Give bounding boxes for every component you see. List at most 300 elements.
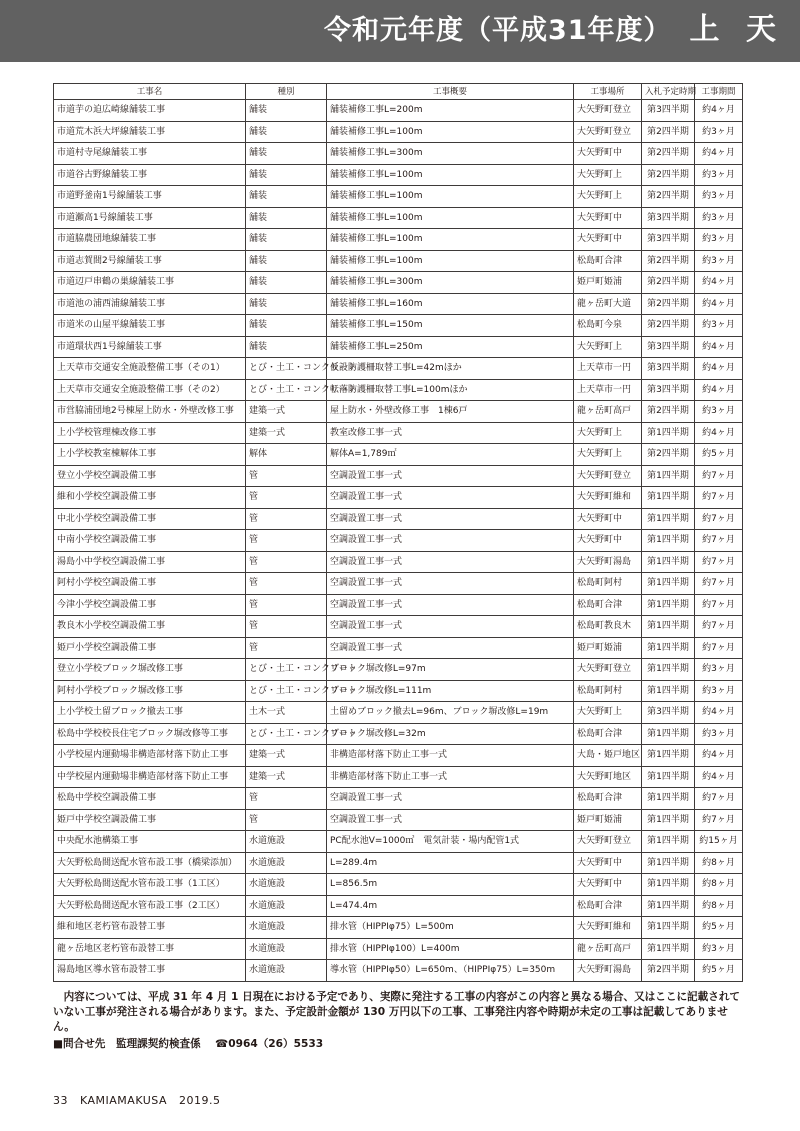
summary-cell: 舗装補修工事L=100m — [327, 229, 574, 251]
location-cell: 大矢野町湯島 — [574, 960, 642, 982]
table-row — [54, 207, 743, 229]
bid-period-cell: 第2四半期 — [642, 293, 695, 315]
notice-block — [53, 990, 742, 1052]
page-title-prefix: 令和元年度（平成31年度） — [323, 15, 672, 46]
project-name-cell: 上小学校教室棟解体工事 — [54, 444, 246, 466]
summary-cell: 仮設防護柵取替工事L=42mほか — [327, 358, 574, 380]
summary-cell: 舗装補修工事L=200m — [327, 100, 574, 122]
summary-cell: ブロック塀改修L=111m — [327, 680, 574, 702]
duration-cell: 約3ヶ月 — [695, 207, 743, 229]
duration-cell: 約5ヶ月 — [695, 444, 743, 466]
duration-cell: 約7ヶ月 — [695, 788, 743, 810]
duration-cell: 約3ヶ月 — [695, 315, 743, 337]
summary-cell: 空調設置工事一式 — [327, 573, 574, 595]
project-name-cell: 松島中学校空調設備工事 — [54, 788, 246, 810]
duration-cell: 約4ヶ月 — [695, 702, 743, 724]
type-cell: とび・土工・コンクリート — [246, 659, 327, 681]
type-cell: 舗装 — [246, 186, 327, 208]
table-row — [54, 702, 743, 724]
type-cell: 土木一式 — [246, 702, 327, 724]
project-name-cell: 上天草市交通安全施設整備工事（その1） — [54, 358, 246, 380]
bid-period-cell: 第2四半期 — [642, 444, 695, 466]
bid-period-cell: 第2四半期 — [642, 272, 695, 294]
type-cell: とび・土工・コンクリート — [246, 379, 327, 401]
duration-cell: 約7ヶ月 — [695, 616, 743, 638]
project-name-cell: 松島中学校校長住宅ブロック塀改修等工事 — [54, 723, 246, 745]
table-body — [54, 100, 743, 982]
table-row — [54, 186, 743, 208]
location-cell: 松島町合津 — [574, 895, 642, 917]
bid-period-cell: 第1四半期 — [642, 723, 695, 745]
summary-cell: 舗装補修工事L=100m — [327, 250, 574, 272]
bid-period-cell: 第1四半期 — [642, 809, 695, 831]
location-cell: 大矢野町中 — [574, 530, 642, 552]
table-row — [54, 143, 743, 165]
project-name-cell: 市道志賀間2号線舗装工事 — [54, 250, 246, 272]
project-name-cell: 上小学校土留ブロック撤去工事 — [54, 702, 246, 724]
duration-cell: 約8ヶ月 — [695, 895, 743, 917]
bid-period-cell: 第1四半期 — [642, 551, 695, 573]
summary-cell: L=289.4m — [327, 852, 574, 874]
type-cell: 水道施設 — [246, 874, 327, 896]
project-name-cell: 龍ヶ岳地区老朽管布設替工事 — [54, 938, 246, 960]
bid-period-cell: 第1四半期 — [642, 852, 695, 874]
summary-cell: 空調設置工事一式 — [327, 788, 574, 810]
type-cell: 管 — [246, 530, 327, 552]
bid-period-cell: 第1四半期 — [642, 616, 695, 638]
table-row — [54, 960, 743, 982]
type-cell: 管 — [246, 487, 327, 509]
table-row — [54, 809, 743, 831]
summary-cell: 舗装補修工事L=300m — [327, 272, 574, 294]
project-name-cell: 大矢野松島間送配水管布設工事（橋梁添加） — [54, 852, 246, 874]
location-cell: 大矢野町中 — [574, 508, 642, 530]
summary-cell: 屋上防水・外壁改修工事 1棟6戸 — [327, 401, 574, 423]
duration-cell: 約4ヶ月 — [695, 422, 743, 444]
page-title-main: 上 天 — [689, 12, 784, 47]
table-row — [54, 594, 743, 616]
type-cell: 舗装 — [246, 164, 327, 186]
table-row — [54, 680, 743, 702]
duration-cell: 約7ヶ月 — [695, 508, 743, 530]
location-cell: 上天草市一円 — [574, 379, 642, 401]
bid-period-cell: 第2四半期 — [642, 121, 695, 143]
type-cell: 解体 — [246, 444, 327, 466]
location-cell: 大矢野町登立 — [574, 465, 642, 487]
issue-date: 2019.5 — [179, 1094, 221, 1107]
project-name-cell: 姫戸小学校空調設備工事 — [54, 637, 246, 659]
project-name-cell: 市道芋の迫広崎線舗装工事 — [54, 100, 246, 122]
duration-cell: 約5ヶ月 — [695, 917, 743, 939]
table-row — [54, 465, 743, 487]
type-cell: 舗装 — [246, 143, 327, 165]
summary-cell: 空調設置工事一式 — [327, 508, 574, 530]
table-header-row — [54, 84, 743, 100]
project-name-cell: 阿村小学校ブロック塀改修工事 — [54, 680, 246, 702]
project-name-cell: 姫戸中学校空調設備工事 — [54, 809, 246, 831]
duration-cell: 約4ヶ月 — [695, 100, 743, 122]
project-name-cell: 市道瀬高1号線舗装工事 — [54, 207, 246, 229]
type-cell: 管 — [246, 637, 327, 659]
summary-cell: PC配水池V=1000㎥ 電気計装・場内配管1式 — [327, 831, 574, 853]
summary-cell: 舗装補修工事L=150m — [327, 315, 574, 337]
location-cell: 大矢野町地区 — [574, 766, 642, 788]
type-cell: 管 — [246, 508, 327, 530]
bid-period-cell: 第1四半期 — [642, 508, 695, 530]
project-name-cell: 大矢野松島間送配水管布設工事（2工区） — [54, 895, 246, 917]
bid-period-cell: 第1四半期 — [642, 874, 695, 896]
summary-cell: ブロック塀改修L=32m — [327, 723, 574, 745]
location-cell: 大島・姫戸地区 — [574, 745, 642, 767]
summary-cell: 教室改修工事一式 — [327, 422, 574, 444]
location-cell: 大矢野町登立 — [574, 121, 642, 143]
duration-cell: 約7ヶ月 — [695, 551, 743, 573]
duration-cell: 約8ヶ月 — [695, 852, 743, 874]
table-row — [54, 659, 743, 681]
page-title — [324, 10, 784, 51]
table-row — [54, 788, 743, 810]
summary-cell: 舗装補修工事L=100m — [327, 207, 574, 229]
summary-cell: 空調設置工事一式 — [327, 530, 574, 552]
page-footer — [53, 1094, 233, 1107]
project-name-cell: 市道脇農団地線舗装工事 — [54, 229, 246, 251]
summary-cell: 空調設置工事一式 — [327, 809, 574, 831]
table-row — [54, 852, 743, 874]
summary-cell: 解体A=1,789㎡ — [327, 444, 574, 466]
contact-phone: ☎0964（26）5533 — [215, 1038, 324, 1050]
project-name-cell: 小学校屋内運動場非構造部材落下防止工事 — [54, 745, 246, 767]
table-row — [54, 573, 743, 595]
bid-period-cell: 第1四半期 — [642, 422, 695, 444]
project-name-cell: 市道辺戸串鶴の巣線舗装工事 — [54, 272, 246, 294]
location-cell: 姫戸町姫浦 — [574, 272, 642, 294]
page-number: 33 — [53, 1094, 68, 1107]
project-name-cell: 中学校屋内運動場非構造部材落下防止工事 — [54, 766, 246, 788]
type-cell: 水道施設 — [246, 938, 327, 960]
summary-cell: 空調設置工事一式 — [327, 487, 574, 509]
type-cell: 管 — [246, 788, 327, 810]
project-name-cell: 市道米の山屋平線舗装工事 — [54, 315, 246, 337]
table-row — [54, 487, 743, 509]
table-row — [54, 422, 743, 444]
type-cell: 管 — [246, 573, 327, 595]
type-cell: 舗装 — [246, 315, 327, 337]
table-row — [54, 379, 743, 401]
table-row — [54, 831, 743, 853]
bid-period-cell: 第2四半期 — [642, 401, 695, 423]
notice-text: 内容については、平成 31 年 4 月 1 日現在における予定であり、実際に発注する工事の内容がこの内容と異なる場合、又はここに記載されていない工事が発注される場合があります。また、予定設計金額が 130 万円以下の工事、工事発注内容や時期が未定の工事は記載してありません。 — [53, 991, 741, 1033]
duration-cell: 約4ヶ月 — [695, 336, 743, 358]
table-row — [54, 917, 743, 939]
bid-period-cell: 第1四半期 — [642, 487, 695, 509]
summary-cell: ブロック塀改修L=97m — [327, 659, 574, 681]
table-row — [54, 315, 743, 337]
project-name-cell: 教良木小学校空調設備工事 — [54, 616, 246, 638]
table-row — [54, 938, 743, 960]
duration-cell: 約3ヶ月 — [695, 680, 743, 702]
duration-cell: 約7ヶ月 — [695, 487, 743, 509]
type-cell: 舗装 — [246, 250, 327, 272]
bid-period-cell: 第1四半期 — [642, 530, 695, 552]
location-cell: 龍ヶ岳町高戸 — [574, 938, 642, 960]
table-row — [54, 164, 743, 186]
project-name-cell: 登立小学校空調設備工事 — [54, 465, 246, 487]
table-row — [54, 616, 743, 638]
type-cell: 管 — [246, 465, 327, 487]
duration-cell: 約3ヶ月 — [695, 250, 743, 272]
duration-cell: 約7ヶ月 — [695, 809, 743, 831]
type-cell: 舗装 — [246, 272, 327, 294]
table-row — [54, 121, 743, 143]
summary-cell: 空調設置工事一式 — [327, 637, 574, 659]
contact-label: ■問合せ先 監理課契約検査係 — [53, 1038, 201, 1050]
summary-cell: L=856.5m — [327, 874, 574, 896]
bid-period-cell: 第1四半期 — [642, 465, 695, 487]
location-cell: 松島町合津 — [574, 723, 642, 745]
construction-schedule-table — [53, 83, 742, 982]
duration-cell: 約7ヶ月 — [695, 594, 743, 616]
duration-cell: 約4ヶ月 — [695, 358, 743, 380]
table-row — [54, 229, 743, 251]
location-cell: 松島町阿村 — [574, 573, 642, 595]
project-name-cell: 市道野釜南1号線舗装工事 — [54, 186, 246, 208]
location-cell: 龍ヶ岳町高戸 — [574, 401, 642, 423]
project-name-cell: 市道環状西1号線舗装工事 — [54, 336, 246, 358]
type-cell: 舗装 — [246, 100, 327, 122]
bid-period-cell: 第1四半期 — [642, 680, 695, 702]
project-name-cell: 市道谷古野線舗装工事 — [54, 164, 246, 186]
location-cell: 大矢野町上 — [574, 702, 642, 724]
duration-cell: 約4ヶ月 — [695, 379, 743, 401]
project-name-cell: 登立小学校ブロック塀改修工事 — [54, 659, 246, 681]
table-row — [54, 272, 743, 294]
location-cell: 大矢野町上 — [574, 164, 642, 186]
bid-period-cell: 第1四半期 — [642, 895, 695, 917]
location-cell: 松島町今泉 — [574, 315, 642, 337]
summary-cell: 転落防護柵取替工事L=100mほか — [327, 379, 574, 401]
summary-cell: L=474.4m — [327, 895, 574, 917]
type-cell: とび・土工・コンクリート — [246, 358, 327, 380]
bid-period-cell: 第3四半期 — [642, 336, 695, 358]
contact-line — [53, 1037, 742, 1052]
location-cell: 松島町阿村 — [574, 680, 642, 702]
duration-cell: 約3ヶ月 — [695, 186, 743, 208]
type-cell: とび・土工・コンクリート — [246, 680, 327, 702]
table-row — [54, 401, 743, 423]
type-cell: 水道施設 — [246, 960, 327, 982]
location-cell: 松島町教良木 — [574, 616, 642, 638]
table-row — [54, 250, 743, 272]
type-cell: 水道施設 — [246, 831, 327, 853]
bid-period-cell: 第2四半期 — [642, 186, 695, 208]
project-name-cell: 市道村寺尾線舗装工事 — [54, 143, 246, 165]
table-row — [54, 293, 743, 315]
location-cell: 姫戸町姫浦 — [574, 809, 642, 831]
summary-cell: 非構造部材落下防止工事一式 — [327, 745, 574, 767]
location-cell: 大矢野町上 — [574, 186, 642, 208]
location-cell: 大矢野町上 — [574, 336, 642, 358]
duration-cell: 約5ヶ月 — [695, 960, 743, 982]
summary-cell: 土留めブロック撤去L=96m、ブロック塀改修L=19m — [327, 702, 574, 724]
summary-cell: 導水管（HIPPIφ50）L=650m、（HIPPIφ75）L=350m — [327, 960, 574, 982]
bid-period-cell: 第3四半期 — [642, 358, 695, 380]
summary-cell: 舗装補修工事L=300m — [327, 143, 574, 165]
type-cell: 水道施設 — [246, 895, 327, 917]
duration-cell: 約3ヶ月 — [695, 938, 743, 960]
column-header-location: 工事場所 — [574, 84, 642, 100]
duration-cell: 約3ヶ月 — [695, 229, 743, 251]
location-cell: 大矢野町中 — [574, 143, 642, 165]
location-cell: 大矢野町湯島 — [574, 551, 642, 573]
duration-cell: 約7ヶ月 — [695, 637, 743, 659]
type-cell: とび・土工・コンクリート — [246, 723, 327, 745]
location-cell: 大矢野町登立 — [574, 831, 642, 853]
summary-cell: 舗装補修工事L=100m — [327, 186, 574, 208]
summary-cell: 舗装補修工事L=160m — [327, 293, 574, 315]
bid-period-cell: 第1四半期 — [642, 659, 695, 681]
table-row — [54, 637, 743, 659]
table-row — [54, 551, 743, 573]
summary-cell: 空調設置工事一式 — [327, 551, 574, 573]
summary-cell: 舗装補修工事L=100m — [327, 164, 574, 186]
duration-cell: 約7ヶ月 — [695, 573, 743, 595]
location-cell: 大矢野町中 — [574, 874, 642, 896]
bid-period-cell: 第1四半期 — [642, 938, 695, 960]
location-cell: 大矢野町上 — [574, 422, 642, 444]
location-cell: 大矢野町登立 — [574, 100, 642, 122]
bid-period-cell: 第1四半期 — [642, 594, 695, 616]
location-cell: 大矢野町上 — [574, 444, 642, 466]
bid-period-cell: 第1四半期 — [642, 831, 695, 853]
table-row — [54, 444, 743, 466]
type-cell: 舗装 — [246, 336, 327, 358]
project-name-cell: 中北小学校空調設備工事 — [54, 508, 246, 530]
location-cell: 姫戸町姫浦 — [574, 637, 642, 659]
duration-cell: 約7ヶ月 — [695, 465, 743, 487]
bid-period-cell: 第1四半期 — [642, 745, 695, 767]
table-row — [54, 766, 743, 788]
duration-cell: 約4ヶ月 — [695, 143, 743, 165]
summary-cell: 舗装補修工事L=100m — [327, 121, 574, 143]
location-cell: 松島町合津 — [574, 788, 642, 810]
location-cell: 松島町合津 — [574, 594, 642, 616]
location-cell: 上天草市一円 — [574, 358, 642, 380]
project-name-cell: 阿村小学校空調設備工事 — [54, 573, 246, 595]
table-row — [54, 895, 743, 917]
column-header-duration: 工事期間 — [695, 84, 743, 100]
duration-cell: 約15ヶ月 — [695, 831, 743, 853]
bid-period-cell: 第1四半期 — [642, 917, 695, 939]
table-row — [54, 874, 743, 896]
bid-period-cell: 第1四半期 — [642, 573, 695, 595]
project-name-cell: 維和小学校空調設備工事 — [54, 487, 246, 509]
type-cell: 舗装 — [246, 293, 327, 315]
type-cell: 管 — [246, 551, 327, 573]
type-cell: 建築一式 — [246, 422, 327, 444]
bid-period-cell: 第3四半期 — [642, 100, 695, 122]
type-cell: 管 — [246, 594, 327, 616]
duration-cell: 約7ヶ月 — [695, 530, 743, 552]
type-cell: 水道施設 — [246, 852, 327, 874]
location-cell: 大矢野町維和 — [574, 487, 642, 509]
magazine-name: KAMIAMAKUSA — [80, 1094, 168, 1107]
duration-cell: 約3ヶ月 — [695, 659, 743, 681]
bid-period-cell: 第2四半期 — [642, 143, 695, 165]
project-name-cell: 市道荒木浜大坪線舗装工事 — [54, 121, 246, 143]
project-name-cell: 大矢野松島間送配水管布設工事（1工区） — [54, 874, 246, 896]
bid-period-cell: 第2四半期 — [642, 250, 695, 272]
project-name-cell: 湯島小中学校空調設備工事 — [54, 551, 246, 573]
duration-cell: 約4ヶ月 — [695, 272, 743, 294]
column-header-bid-period: 入札予定時期 — [642, 84, 695, 100]
bid-period-cell: 第1四半期 — [642, 766, 695, 788]
duration-cell: 約3ヶ月 — [695, 164, 743, 186]
location-cell: 大矢野町中 — [574, 852, 642, 874]
bid-period-cell: 第2四半期 — [642, 315, 695, 337]
summary-cell: 排水管（HIPPIφ100）L=400m — [327, 938, 574, 960]
duration-cell: 約4ヶ月 — [695, 766, 743, 788]
type-cell: 管 — [246, 616, 327, 638]
project-name-cell: 市道池の浦西浦線舗装工事 — [54, 293, 246, 315]
type-cell: 建築一式 — [246, 766, 327, 788]
project-name-cell: 中央配水池構築工事 — [54, 831, 246, 853]
duration-cell: 約3ヶ月 — [695, 723, 743, 745]
project-name-cell: 中南小学校空調設備工事 — [54, 530, 246, 552]
bid-period-cell: 第3四半期 — [642, 702, 695, 724]
duration-cell: 約4ヶ月 — [695, 745, 743, 767]
type-cell: 建築一式 — [246, 401, 327, 423]
table-row — [54, 745, 743, 767]
duration-cell: 約3ヶ月 — [695, 401, 743, 423]
type-cell: 舗装 — [246, 121, 327, 143]
project-name-cell: 今津小学校空調設備工事 — [54, 594, 246, 616]
type-cell: 建築一式 — [246, 745, 327, 767]
summary-cell: 舗装補修工事L=250m — [327, 336, 574, 358]
bid-period-cell: 第2四半期 — [642, 164, 695, 186]
location-cell: 大矢野町中 — [574, 229, 642, 251]
bid-period-cell: 第3四半期 — [642, 379, 695, 401]
bid-period-cell: 第1四半期 — [642, 637, 695, 659]
summary-cell: 排水管（HIPPIφ75）L=500m — [327, 917, 574, 939]
bid-period-cell: 第3四半期 — [642, 207, 695, 229]
type-cell: 水道施設 — [246, 917, 327, 939]
location-cell: 大矢野町維和 — [574, 917, 642, 939]
table-row — [54, 508, 743, 530]
type-cell: 管 — [246, 809, 327, 831]
column-header-summary: 工事概要 — [327, 84, 574, 100]
table-row — [54, 100, 743, 122]
location-cell: 龍ヶ岳町大道 — [574, 293, 642, 315]
table-row — [54, 358, 743, 380]
column-header-type: 種別 — [246, 84, 327, 100]
location-cell: 大矢野町中 — [574, 207, 642, 229]
table-row — [54, 336, 743, 358]
project-name-cell: 湯島地区導水管布設替工事 — [54, 960, 246, 982]
summary-cell: 空調設置工事一式 — [327, 465, 574, 487]
location-cell: 松島町合津 — [574, 250, 642, 272]
column-header-name: 工事名 — [54, 84, 246, 100]
duration-cell: 約4ヶ月 — [695, 293, 743, 315]
summary-cell: 空調設置工事一式 — [327, 594, 574, 616]
bid-period-cell: 第3四半期 — [642, 229, 695, 251]
table-row — [54, 723, 743, 745]
table-row — [54, 530, 743, 552]
duration-cell: 約8ヶ月 — [695, 874, 743, 896]
bid-period-cell: 第2四半期 — [642, 960, 695, 982]
duration-cell: 約3ヶ月 — [695, 121, 743, 143]
summary-cell: 非構造部材落下防止工事一式 — [327, 766, 574, 788]
bid-period-cell: 第1四半期 — [642, 788, 695, 810]
